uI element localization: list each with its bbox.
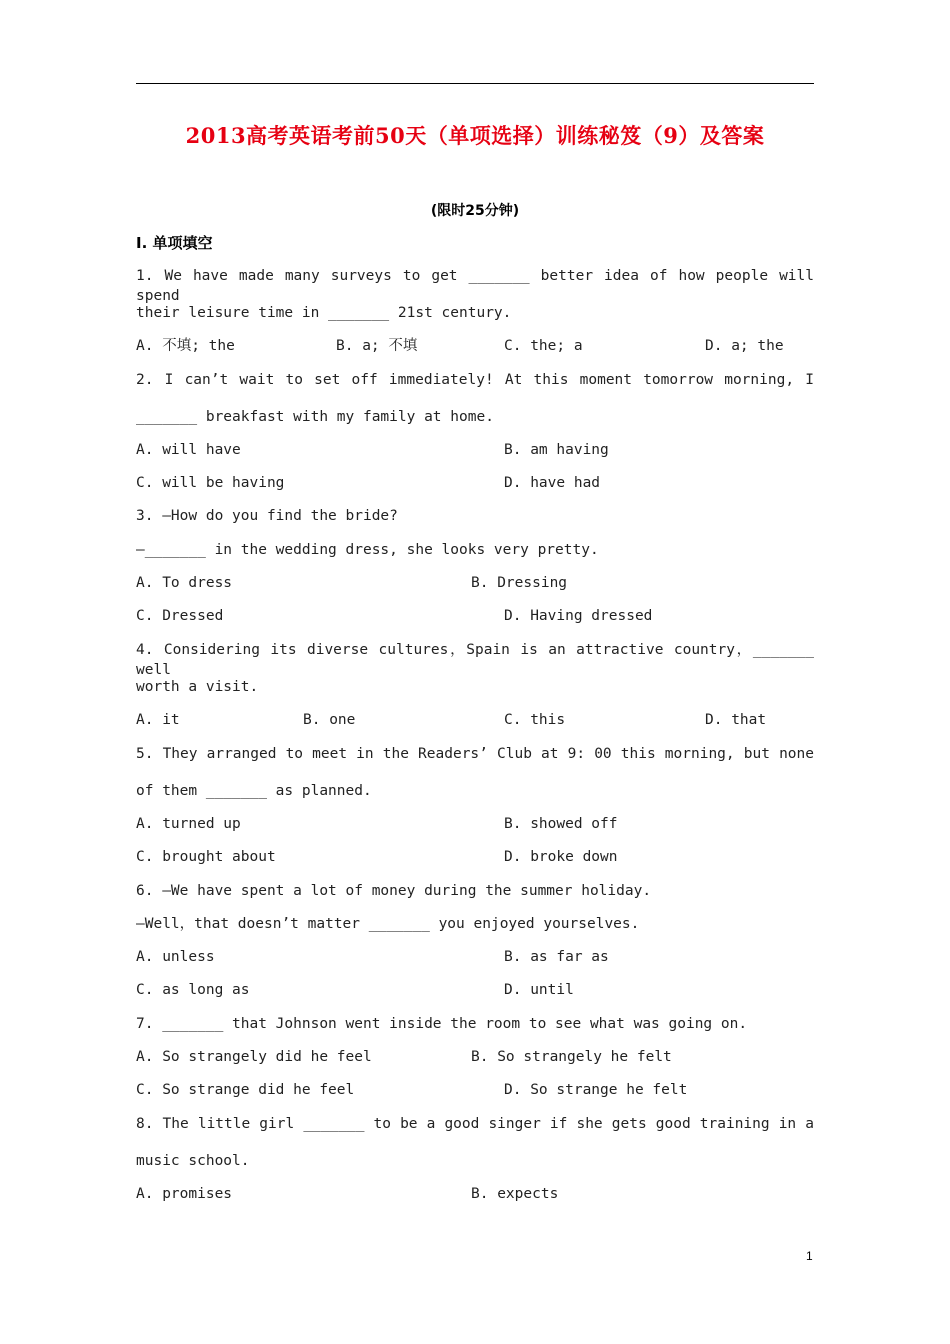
time-limit: (限时25分钟) [430, 203, 520, 219]
question-2-option-b: B. am having [504, 442, 609, 458]
question-4-option-b: B. one [303, 712, 356, 728]
question-5-option-d: D. broke down [504, 849, 618, 865]
question-5-line-2: of them _______ as planned. [136, 783, 372, 799]
question-3-option-c: C. Dressed [136, 608, 224, 624]
question-1-option-b: B. a; 不填 [336, 338, 418, 354]
question-5-option-b: B. showed off [504, 816, 618, 832]
question-6-option-d: D. until [504, 982, 574, 998]
question-7-option-d: D. So strange he felt [504, 1082, 688, 1098]
question-4-line-2: worth a visit. [136, 679, 259, 695]
question-6-option-b: B. as far as [504, 949, 609, 965]
question-3-option-d: D. Having dressed [504, 608, 653, 624]
question-7-option-c: C. So strange did he feel [136, 1082, 355, 1098]
question-2-option-c: C. will be having [136, 475, 285, 491]
question-1-option-d: D. a; the [705, 338, 784, 354]
question-7-line-1: 7. _______ that Johnson went inside the room to see what was going on. [136, 1016, 748, 1032]
question-8-line-1: 8. The little girl _______ to be a good singer if she gets good training in a [136, 1116, 814, 1132]
question-4-option-a: A. it [136, 712, 180, 728]
page-number: 1 [806, 1249, 813, 1263]
question-4-line-1: 4. Considering its diverse cultures，Spain is an attractive country，_______ well [136, 642, 814, 678]
question-6-line-2: —Well，that doesn’t matter _______ you enjoyed yourselves. [136, 916, 640, 932]
section-heading: Ⅰ. 单项填空 [136, 234, 213, 252]
question-4-option-c: C. this [504, 712, 566, 728]
question-2-line-2: _______ breakfast with my family at home. [136, 409, 494, 425]
question-2-option-d: D. have had [504, 475, 601, 491]
question-2-option-a: A. will have [136, 442, 241, 458]
question-6-line-1: 6. —We have spent a lot of money during the summer holiday. [136, 883, 652, 899]
question-3-line-1: 3. —How do you find the bride? [136, 508, 398, 524]
document-title: 2013高考英语考前50天（单项选择）训练秘笈（9）及答案 [185, 123, 765, 148]
question-3-option-b: B. Dressing [471, 575, 568, 591]
question-1-line-2: their leisure time in _______ 21st century. [136, 305, 512, 321]
question-3-option-a: A. To dress [136, 575, 233, 591]
question-8-option-a: A. promises [136, 1186, 233, 1202]
question-7-option-a: A. So strangely did he feel [136, 1049, 372, 1065]
question-6-option-c: C. as long as [136, 982, 250, 998]
question-2-line-1: 2. I can’t wait to set off immediately! At this moment tomorrow morning, I [136, 372, 814, 388]
question-7-option-b: B. So strangely he felt [471, 1049, 672, 1065]
question-5-option-a: A. turned up [136, 816, 241, 832]
question-6-option-a: A. unless [136, 949, 215, 965]
question-5-option-c: C. brought about [136, 849, 276, 865]
question-1-option-a: A. 不填; the [136, 338, 235, 354]
question-8-option-b: B. expects [471, 1186, 559, 1202]
question-3-line-2: —_______ in the wedding dress, she looks very pretty. [136, 542, 599, 558]
question-5-line-1: 5. They arranged to meet in the Readers’ Club at 9: 00 this morning, but none [136, 746, 814, 762]
header-rule [136, 83, 814, 84]
question-4-option-d: D. that [705, 712, 767, 728]
question-1-line-1: 1. We have made many surveys to get _______ better idea of how people will spend [136, 268, 814, 304]
question-8-line-2: music school. [136, 1153, 250, 1169]
question-1-option-c: C. the; a [504, 338, 583, 354]
